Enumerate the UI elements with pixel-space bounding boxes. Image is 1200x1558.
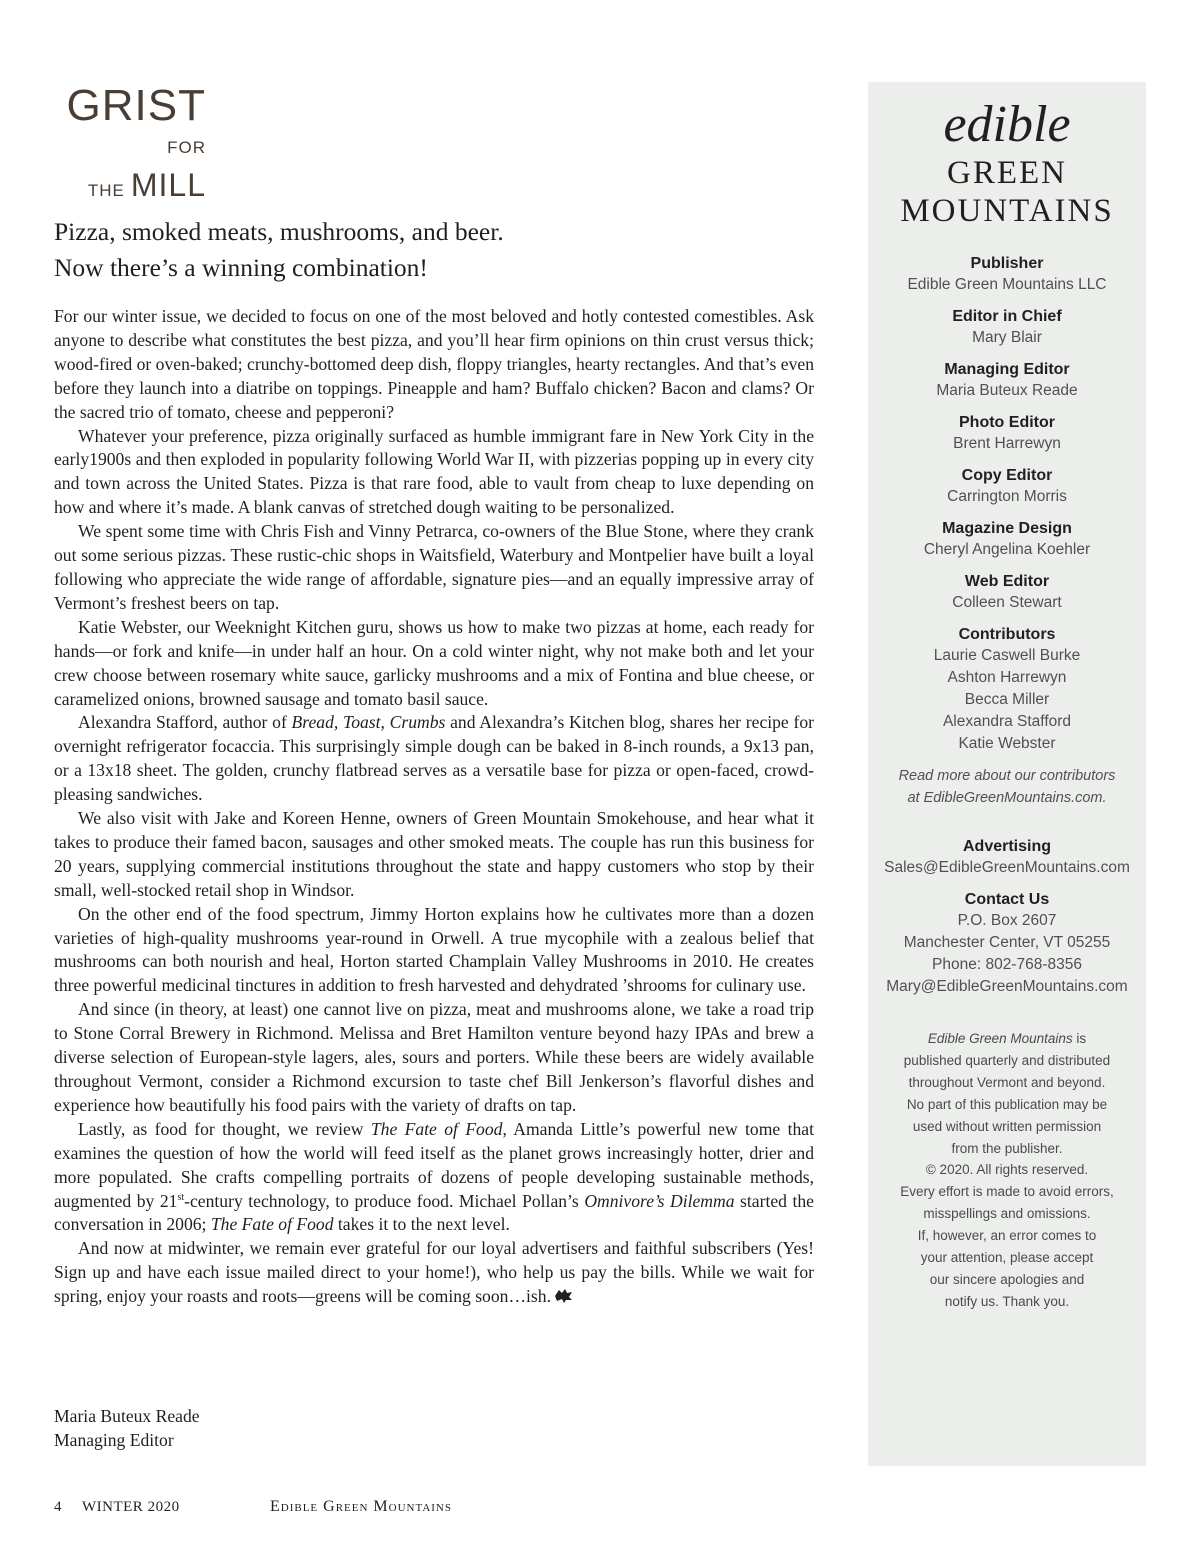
role-magazine-design: Magazine Design [942, 520, 1072, 537]
logo-green: GREEN [947, 155, 1067, 191]
logo-mill-row [52, 130, 206, 210]
name-photo-editor: Brent Harrewyn [953, 435, 1061, 452]
contact-po-box: P.O. Box 2607 [957, 912, 1057, 929]
legal-line: throughout Vermont and beyond. [908, 1074, 1106, 1090]
article-paragraph-8: And since (in theory, at least) one cannot live on pizza, meat and mushrooms alone, we take a road trip to Stone Corral Brewery in Richmond. Melissa and Bret Hamilton venture beyond hazy IPAs and brew a diverse selection of European-style lagers, ales, sours and porters. While these beers are widely available throughout Vermont, consider a Richmond excursion to taste chef Bill Jenkerson’s flavorful dishes and experience how beautifully his food pairs with the variety of drafts on tap. [54, 999, 814, 1115]
page-number: 4 [54, 1499, 62, 1515]
article-paragraph-5 [54, 711, 814, 807]
signoff [54, 1404, 200, 1452]
article-paragraph-1: For our winter issue, we decided to focus on one of the most beloved and hotly contested comestibles. Ask anyone to describe what constitutes the best pizza, and you’ll hear firm opinions on thin crust versus thick; wood-fired or oven-baked; crunchy-bottomed deep dish, floppy triangles, hearty rectangles. And that’s even before they launch into a diatribe on toppings. Pineapple and ham? Buffalo chicken? Bacon and clams? Or the sacred trio of tomato, cheese and pepperoni? [54, 306, 814, 422]
legal-line: used without written permission [912, 1118, 1102, 1134]
contact-city: Manchester Center, VT 05255 [903, 934, 1111, 951]
legal-line: © 2020. All rights reserved. [925, 1162, 1089, 1178]
logo-mountains: MOUNTAINS [900, 193, 1114, 229]
article-paragraph-2: Whatever your preference, pizza originally surfaced as humble immigrant fare in New York City in the early1900s and then exploded in popularity following World War II, with pizzerias popping up in every city and town across the United States. Pizza is that rare food, able to vault from cheap to luxe depending on how and where it’s made. A blank canvas of stretched dough waiting to be personalized. [54, 425, 814, 518]
p5-text-b: and Alexandra’s Kitchen blog, shares her recipe for overnight refrigerator focaccia. This surprisingly simple dough can be baked in 8-inch rounds, a 9x13 pan, or a 13x18 sheet. The golden, crunchy flatbread serves as a versatile base for pizza or open-faced, crowd-pleasing sandwiches. [54, 712, 814, 805]
role-editor-in-chief: Editor in Chief [952, 308, 1062, 325]
headline-line-2: Now there’s a winning combination! [54, 253, 428, 282]
name-copy-editor: Carrington Morris [947, 488, 1067, 505]
contributor-name: Katie Webster [958, 735, 1056, 752]
p9-text-c: -century technology, to produce food. Michael Pollan’s [184, 1190, 585, 1211]
edible-green-mountains-logo [868, 82, 1146, 230]
masthead-sidebar [868, 82, 1146, 1466]
contributor-name: Laurie Caswell Burke [933, 647, 1081, 664]
legal-notice [868, 1028, 1146, 1313]
contributor-name: Ashton Harrewyn [947, 669, 1067, 686]
staff-list [868, 254, 1146, 998]
p9-text-d: started the conversation in 2006; [54, 1190, 814, 1235]
name-publisher: Edible Green Mountains LLC [907, 276, 1107, 293]
publication-name: Edible Green Mountains [270, 1498, 452, 1515]
logo-for-the: FOR THE [87, 138, 206, 200]
legal-line: our sincere apologies and [929, 1271, 1085, 1287]
name-managing-editor: Maria Buteux Reade [936, 382, 1078, 399]
role-contributors: Contributors [958, 626, 1056, 643]
logo-grist-word: GRIST [66, 81, 206, 130]
legal-line: published quarterly and distributed [903, 1052, 1111, 1068]
headline [54, 214, 834, 286]
book-title-fate-of-food: The Fate of Food [370, 1118, 503, 1139]
name-web-editor: Colleen Stewart [952, 594, 1062, 611]
contact-email: Mary@EdibleGreenMountains.com [886, 978, 1128, 995]
more-note-line-1: Read more about our contributors [898, 768, 1116, 784]
p9-text-a: Lastly, as food for thought, we review [78, 1118, 371, 1139]
article-paragraph-6: We also visit with Jake and Koreen Henne, owners of Green Mountain Smokehouse, and hear what it takes to produce their famed bacon, sausages and other smoked meats. The couple has run this business for 20 years, supplying commercial institutions throughout the state and happy customers who stop by their small, well-stocked retail shop in Windsor. [54, 808, 814, 900]
role-web-editor: Web Editor [964, 573, 1050, 590]
p9-text-e: takes it to the next level. [333, 1214, 510, 1235]
leaf-end-mark-icon [553, 1288, 573, 1304]
legal-line: from the publisher. [951, 1140, 1063, 1156]
legal-line: No part of this publication may be [906, 1096, 1108, 1112]
p10-text: And now at midwinter, we remain ever grateful for our loyal advertisers and faithful subscribers (Yes! Sign up and have each issue mailed direct to your home!), who help us pay the bills. While we wait for spring, enjoy your roasts and roots—greens will be coming soon…ish. [54, 1238, 814, 1307]
book-title-bread-toast-crumbs: Bread, Toast, Crumbs [291, 712, 446, 733]
issue-season: WINTER 2020 [82, 1499, 180, 1515]
legal-line [868, 1028, 1146, 1050]
article-body [54, 305, 814, 1309]
role-copy-editor: Copy Editor [961, 467, 1053, 484]
role-advertising: Advertising [962, 838, 1051, 855]
headline-line-1: Pizza, smoked meats, mushrooms, and beer. [54, 217, 504, 246]
more-note-line-2: at EdibleGreenMountains.com. [907, 790, 1107, 806]
logo-mill-word: MILL [130, 167, 206, 203]
p9-text-b: , Amanda Little’s powerful new tome that examines the question of how the world will feed itself as the planet grows increasingly hotter, drier and more populated. She crafts compelling portraits of dozens of people developing sustainable methods, augmented by 21 [54, 1118, 814, 1211]
role-photo-editor: Photo Editor [959, 414, 1055, 431]
legal-line: your attention, please accept [920, 1250, 1094, 1266]
legal-line: If, however, an error comes to [917, 1228, 1097, 1244]
article-paragraph-9 [54, 1118, 814, 1238]
contributor-name: Becca Miller [964, 691, 1050, 708]
advertising-email: Sales@EdibleGreenMountains.com [884, 859, 1130, 876]
p9-superscript: st [177, 1191, 185, 1203]
role-contact-us: Contact Us [964, 891, 1050, 908]
signoff-title: Managing Editor [54, 1430, 174, 1450]
legal-line: notify us. Thank you. [944, 1293, 1070, 1309]
article-paragraph-10 [54, 1237, 814, 1309]
legal-publication-title: Edible Green Mountains [927, 1031, 1073, 1046]
contributor-name: Alexandra Stafford [942, 713, 1072, 730]
legal-line: misspellings and omissions. [923, 1206, 1091, 1222]
article-paragraph-3: We spent some time with Chris Fish and Vinny Petrarca, co-owners of the Blue Stone, where they crank out some serious pizzas. These rustic-chic shops in Waitsfield, Waterbury and Montpelier have built a loyal following who appreciate the wide range of affordable, signature pies—and an equally impressive array of Vermont’s freshest beers on tap. [54, 521, 814, 613]
book-title-omnivores-dilemma: Omnivore’s Dilemma [584, 1190, 735, 1211]
contact-phone: Phone: 802-768-8356 [932, 956, 1082, 973]
name-editor-in-chief: Mary Blair [972, 329, 1042, 346]
logo-edible: edible [943, 96, 1071, 153]
page-footer [54, 1498, 452, 1516]
legal-line-text: is [1072, 1031, 1087, 1046]
legal-line: Every effort is made to avoid errors, [900, 1184, 1114, 1200]
role-publisher: Publisher [970, 255, 1044, 272]
book-title-fate-of-food-2: The Fate of Food [210, 1214, 334, 1235]
name-magazine-design: Cheryl Angelina Koehler [923, 541, 1091, 558]
contributors-more-note [868, 765, 1146, 809]
article-paragraph-7: On the other end of the food spectrum, Jimmy Horton explains how he cultivates more than a dozen varieties of high-quality mushrooms year-round in Orwell. A true mycophile with a zealous belief that mushrooms can both nourish and heal, Horton started Champlain Valley Mushrooms in 2010. He creates three powerful medicinal tinctures in addition to fresh harvested and dehydrated ’shrooms for culinary use. [54, 903, 814, 996]
role-managing-editor: Managing Editor [944, 361, 1070, 378]
grist-for-the-mill-logo [52, 82, 212, 210]
article-paragraph-4: Katie Webster, our Weeknight Kitchen guru, shows us how to make two pizzas at home, each ready for hands—or fork and knife—in under half an hour. On a cold winter night, why not make both and let your crew choose between rosemary white sauce, garlicky mushrooms and a mix of Fontina and blue cheese, or caramelized onions, browned sausage and tomato basil sauce. [54, 616, 814, 709]
signoff-name: Maria Buteux Reade [54, 1406, 200, 1426]
p5-text-a: Alexandra Stafford, author of [78, 712, 292, 733]
